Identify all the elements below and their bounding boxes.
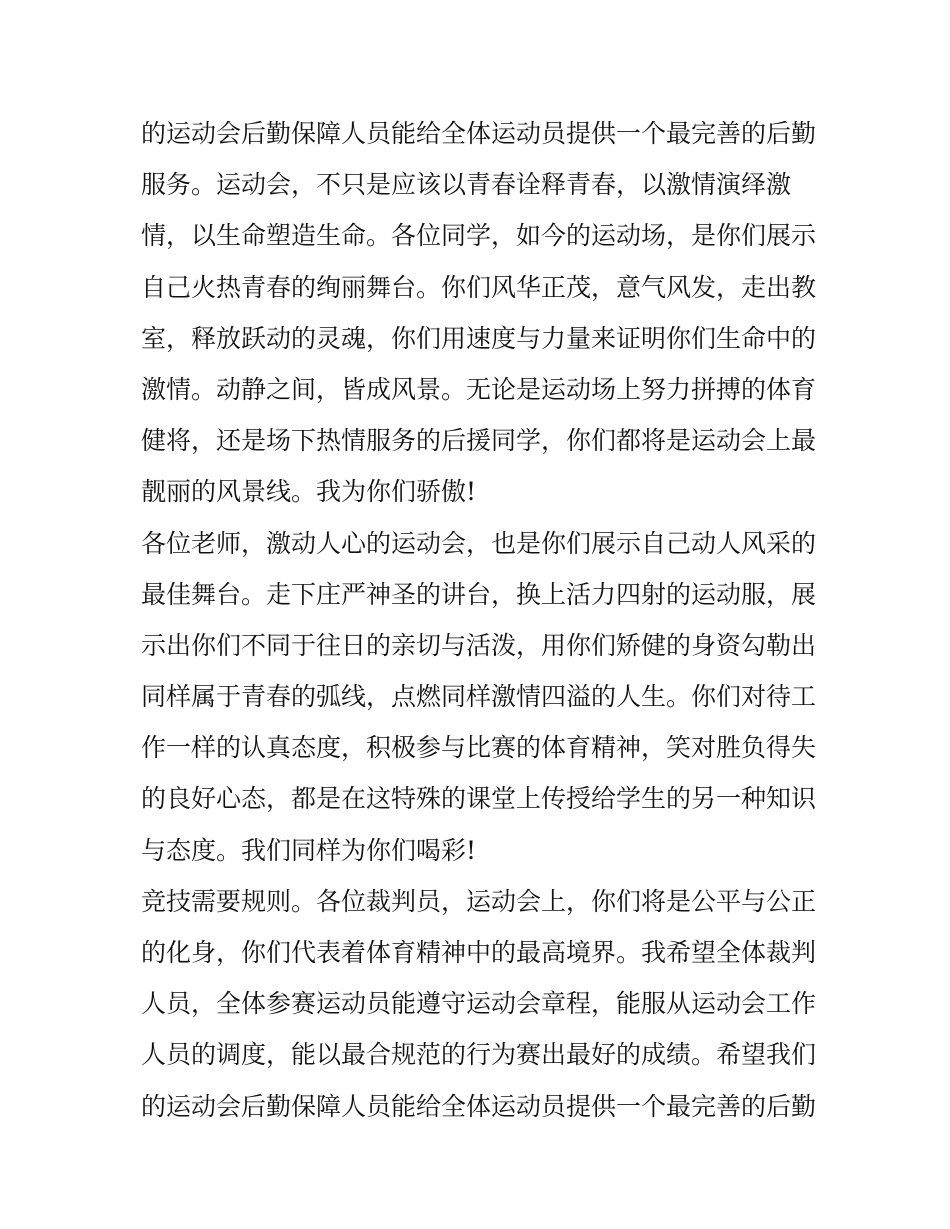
text-line: 的化身，你们代表着体育精神中的最高境界。我希望全体裁判	[141, 938, 817, 967]
text-line: 作一样的认真态度，积极参与比赛的体育精神，笑对胜负得失	[141, 733, 817, 763]
text-line: 竞技需要规则。各位裁判员，运动会上，你们将是公平与公正	[141, 886, 817, 916]
text-line: 的运动会后勤保障人员能给全体运动员提供一个最完善的后勤	[141, 119, 817, 148]
text-line: 健将，还是场下热情服务的后援同学，你们都将是运动会上最	[141, 426, 817, 456]
text-line: 人员，全体参赛运动员能遵守运动会章程，能服从运动会工作	[141, 989, 817, 1019]
text-line: 最佳舞台。走下庄严神圣的讲台，换上活力四射的运动服，展	[141, 579, 817, 609]
text-line: 激情。动静之间，皆成风景。无论是运动场上努力拼搏的体育	[141, 374, 817, 404]
text-line: 情，以生命塑造生命。各位同学，如今的运动场，是你们展示	[141, 221, 817, 251]
text-line: 人员的调度，能以最合规范的行为赛出最好的成绩。希望我们	[141, 1040, 817, 1070]
text-line: 示出你们不同于往日的亲切与活泼，用你们矫健的身资勾勒出	[141, 630, 817, 660]
text-line: 同样属于青春的弧线，点燃同样激情四溢的人生。你们对待工	[141, 682, 817, 712]
text-line: 室，释放跃动的灵魂，你们用速度与力量来证明你们生命中的	[141, 323, 817, 353]
text-line: 的良好心态，都是在这特殊的课堂上传授给学生的另一种知识	[141, 784, 817, 814]
text-line: 的运动会后勤保障人员能给全体运动员提供一个最完善的后勤	[141, 1091, 817, 1121]
text-line: 与态度。我们同样为你们喝彩!	[141, 835, 477, 865]
text-line: 自己火热青春的绚丽舞台。你们风华正茂，意气风发，走出教	[141, 272, 817, 302]
text-line: 各位老师，激动人心的运动会，也是你们展示自己动人风采的	[141, 528, 817, 558]
text-line: 靓丽的风景线。我为你们骄傲!	[141, 477, 477, 507]
text-line: 服务。运动会，不只是应该以青春诠释青春，以激情演绎激	[141, 170, 792, 200]
body-text	[141, 108, 821, 1132]
